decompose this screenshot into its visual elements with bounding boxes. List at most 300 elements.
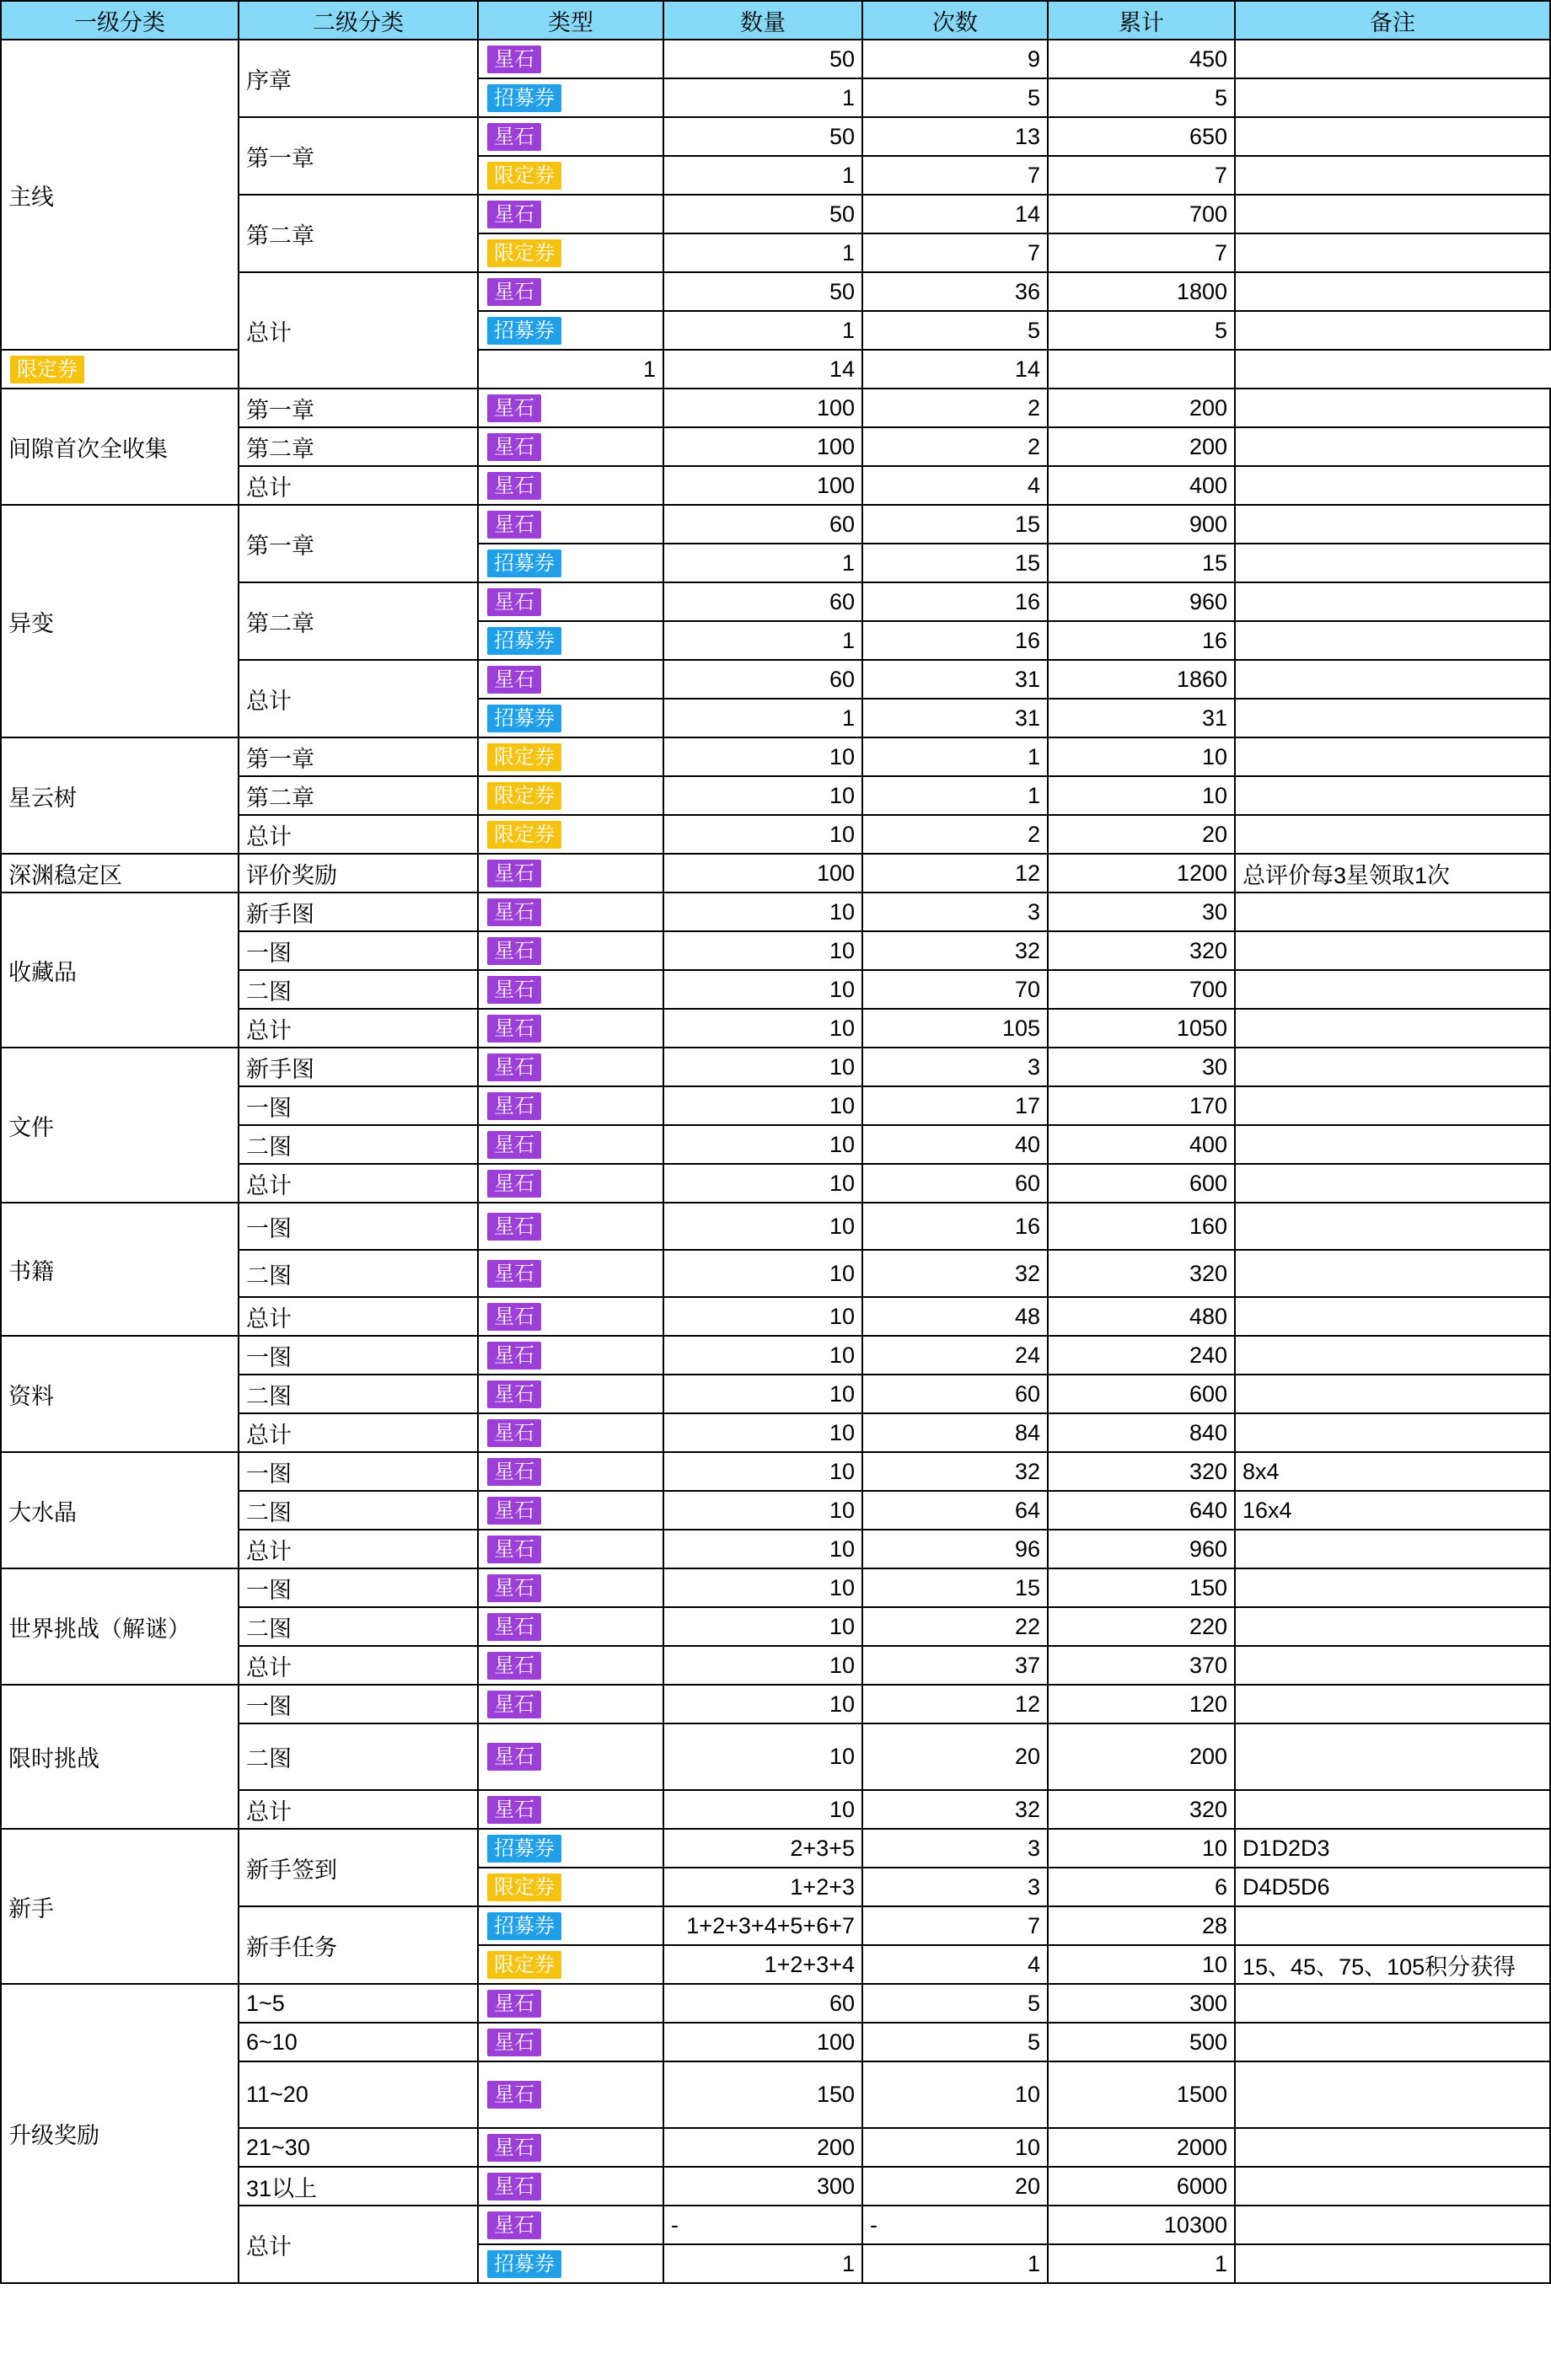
- quantity-cell: 10: [663, 1048, 862, 1086]
- type-cell: [478, 1491, 663, 1530]
- quantity-cell: 10: [663, 1452, 862, 1491]
- table-row: [1, 1336, 1550, 1375]
- currency-type-tag: 星石: [487, 1015, 541, 1043]
- quantity-cell: 100: [663, 2023, 862, 2061]
- quantity-cell: 10: [663, 1607, 862, 1646]
- note-cell: [1235, 1906, 1550, 1945]
- currency-type-tag: 招募券: [487, 84, 561, 112]
- secondary-category-cell: 序章: [239, 40, 478, 117]
- total-cell: 2000: [1048, 2128, 1235, 2167]
- primary-category-cell: 新手: [1, 1829, 239, 1984]
- note-cell: 16x4: [1235, 1491, 1550, 1530]
- currency-type-tag: 限定券: [10, 356, 84, 383]
- table-row: [1, 1685, 1550, 1723]
- note-cell: D4D5D6: [1235, 1868, 1550, 1906]
- count-cell: 48: [862, 1297, 1048, 1336]
- total-cell: 10: [1048, 1945, 1235, 1984]
- count-cell: 32: [862, 1250, 1048, 1297]
- count-cell: 60: [862, 1164, 1048, 1203]
- quantity-cell: 10: [663, 931, 862, 970]
- count-cell: 96: [862, 1530, 1048, 1568]
- total-cell: 10: [1048, 776, 1235, 815]
- header-count: 次数: [862, 1, 1048, 40]
- quantity-cell: 10: [663, 1790, 862, 1829]
- header-note: 备注: [1235, 1, 1550, 40]
- quantity-cell: 2+3+5: [663, 1829, 862, 1868]
- count-cell: 7: [862, 1906, 1048, 1945]
- type-cell: [478, 1723, 663, 1790]
- currency-type-tag: 星石: [487, 1990, 541, 2018]
- quantity-cell: 50: [663, 272, 862, 311]
- count-cell: 70: [862, 970, 1048, 1009]
- quantity-cell: 200: [663, 2128, 862, 2167]
- currency-type-tag: 限定券: [487, 239, 561, 267]
- count-cell: 7: [862, 233, 1048, 272]
- table-row: [1, 1048, 1550, 1086]
- secondary-category-cell: 总计: [239, 1164, 478, 1203]
- quantity-cell: 10: [663, 776, 862, 815]
- total-cell: 1: [1048, 2244, 1235, 2283]
- type-cell: [478, 40, 663, 78]
- note-cell: [1235, 2244, 1550, 2283]
- count-cell: 5: [862, 311, 1048, 350]
- count-cell: 17: [862, 1086, 1048, 1125]
- total-cell: 200: [1048, 389, 1235, 427]
- secondary-category-cell: 31以上: [239, 2167, 478, 2206]
- quantity-cell: 1: [478, 350, 663, 389]
- type-cell: [478, 815, 663, 854]
- currency-type-tag: 星石: [487, 1053, 541, 1081]
- quantity-cell: 60: [663, 505, 862, 544]
- total-cell: 200: [1048, 427, 1235, 466]
- type-cell: [478, 2023, 663, 2061]
- note-cell: [1235, 1568, 1550, 1607]
- total-cell: 500: [1048, 2023, 1235, 2061]
- header-type: 类型: [478, 1, 663, 40]
- total-cell: 480: [1048, 1297, 1235, 1336]
- note-cell: [1235, 1685, 1550, 1723]
- total-cell: 220: [1048, 1607, 1235, 1646]
- quantity-cell: 10: [663, 1203, 862, 1250]
- total-cell: 640: [1048, 1491, 1235, 1530]
- secondary-category-cell: 二图: [239, 970, 478, 1009]
- total-cell: 240: [1048, 1336, 1235, 1375]
- total-cell: 120: [1048, 1685, 1235, 1723]
- currency-type-tag: 招募券: [487, 549, 561, 577]
- total-cell: 400: [1048, 466, 1235, 505]
- secondary-category-cell: 总计: [239, 660, 478, 737]
- type-cell: [478, 1009, 663, 1048]
- count-cell: 5: [862, 1984, 1048, 2023]
- count-cell: 4: [862, 1945, 1048, 1984]
- total-cell: 5: [1048, 311, 1235, 350]
- note-cell: [1235, 1203, 1550, 1250]
- total-cell: 10: [1048, 1829, 1235, 1868]
- currency-type-tag: 星石: [487, 588, 541, 616]
- primary-category-cell: 大水晶: [1, 1452, 239, 1568]
- currency-type-tag: 限定券: [487, 162, 561, 190]
- quantity-cell: 10: [663, 1125, 862, 1164]
- type-cell: [478, 1048, 663, 1086]
- currency-type-tag: 星石: [487, 860, 541, 887]
- note-cell: [1235, 117, 1550, 156]
- note-cell: [1235, 1375, 1550, 1413]
- quantity-cell: 10: [663, 1297, 862, 1336]
- table-row: [1, 1829, 1550, 1868]
- count-cell: 16: [862, 621, 1048, 660]
- currency-type-tag: 星石: [487, 1574, 541, 1602]
- secondary-category-cell: 一图: [239, 1086, 478, 1125]
- secondary-category-cell: 二图: [239, 1491, 478, 1530]
- secondary-category-cell: 总计: [239, 1297, 478, 1336]
- currency-type-tag: 星石: [487, 1260, 541, 1288]
- type-cell: [478, 931, 663, 970]
- quantity-cell: 1: [663, 311, 862, 350]
- secondary-category-cell: 第二章: [239, 195, 478, 272]
- currency-type-tag: 星石: [487, 1303, 541, 1331]
- quantity-cell: 1: [663, 78, 862, 117]
- table-row: [1, 505, 1550, 544]
- type-cell: [478, 1203, 663, 1250]
- total-cell: 6000: [1048, 2167, 1235, 2206]
- quantity-cell: 10: [663, 970, 862, 1009]
- table-row: [1, 737, 1550, 776]
- secondary-category-cell: 评价奖励: [239, 854, 478, 892]
- primary-category-cell: 书籍: [1, 1203, 239, 1336]
- note-cell: 8x4: [1235, 1452, 1550, 1491]
- quantity-cell: 60: [663, 1984, 862, 2023]
- total-cell: 450: [1048, 40, 1235, 78]
- table-row: [1, 389, 1550, 427]
- total-cell: 320: [1048, 1452, 1235, 1491]
- secondary-category-cell: 总计: [239, 1790, 478, 1829]
- type-cell: [478, 389, 663, 427]
- total-cell: 1860: [1048, 660, 1235, 699]
- count-cell: 40: [862, 1125, 1048, 1164]
- currency-type-tag: 星石: [487, 1796, 541, 1824]
- currency-type-tag: 星石: [487, 1691, 541, 1718]
- note-cell: [1235, 931, 1550, 970]
- type-cell: [478, 1868, 663, 1906]
- quantity-cell: 10: [663, 892, 862, 931]
- quantity-cell: -: [663, 2206, 862, 2244]
- secondary-category-cell: 二图: [239, 1125, 478, 1164]
- type-cell: [478, 582, 663, 621]
- quantity-cell: 10: [663, 1009, 862, 1048]
- count-cell: 2: [862, 389, 1048, 427]
- quantity-cell: 1: [663, 233, 862, 272]
- type-cell: [478, 1086, 663, 1125]
- note-cell: [1235, 970, 1550, 1009]
- quantity-cell: 10: [663, 737, 862, 776]
- type-cell: [478, 1375, 663, 1413]
- currency-type-tag: 星石: [487, 937, 541, 965]
- total-cell: 7: [1048, 156, 1235, 195]
- note-cell: [1235, 233, 1550, 272]
- currency-type-tag: 星石: [487, 1170, 541, 1198]
- table-row: [1, 1984, 1550, 2023]
- primary-category-cell: 深渊稳定区: [1, 854, 239, 892]
- note-cell: [1235, 699, 1550, 737]
- total-cell: 900: [1048, 505, 1235, 544]
- type-cell: [478, 1646, 663, 1685]
- secondary-category-cell: 第二章: [239, 776, 478, 815]
- note-cell: [1235, 544, 1550, 582]
- quantity-cell: 10: [663, 1646, 862, 1685]
- type-cell: [478, 1945, 663, 1984]
- currency-type-tag: 星石: [487, 1458, 541, 1486]
- secondary-category-cell: 第一章: [239, 389, 478, 427]
- count-cell: 7: [862, 156, 1048, 195]
- secondary-category-cell: 一图: [239, 1203, 478, 1250]
- type-cell: [478, 737, 663, 776]
- table-row: [1, 1203, 1550, 1250]
- secondary-category-cell: 总计: [239, 1530, 478, 1568]
- secondary-category-cell: 总计: [239, 1646, 478, 1685]
- secondary-category-cell: 第一章: [239, 505, 478, 582]
- count-cell: 84: [862, 1413, 1048, 1452]
- secondary-category-cell: 二图: [239, 1607, 478, 1646]
- quantity-cell: 60: [663, 582, 862, 621]
- quantity-cell: 300: [663, 2167, 862, 2206]
- primary-category-cell: 世界挑战（解谜）: [1, 1568, 239, 1685]
- currency-type-tag: 星石: [487, 1092, 541, 1120]
- total-cell: 16: [1048, 621, 1235, 660]
- quantity-cell: 1+2+3+4+5+6+7: [663, 1906, 862, 1945]
- count-cell: 3: [862, 892, 1048, 931]
- currency-type-tag: 星石: [487, 394, 541, 422]
- count-cell: 5: [862, 78, 1048, 117]
- note-cell: [1235, 2061, 1550, 2128]
- secondary-category-cell: 总计: [239, 1413, 478, 1452]
- total-cell: 20: [1048, 815, 1235, 854]
- count-cell: 1: [862, 737, 1048, 776]
- note-cell: [1048, 350, 1235, 389]
- note-cell: 总评价每3星领取1次: [1235, 854, 1550, 892]
- secondary-category-cell: 第二章: [239, 582, 478, 660]
- currency-type-tag: 星石: [487, 898, 541, 926]
- total-cell: 1200: [1048, 854, 1235, 892]
- count-cell: 13: [862, 117, 1048, 156]
- quantity-cell: 1: [663, 156, 862, 195]
- currency-type-tag: 星石: [487, 1652, 541, 1680]
- note-cell: [1235, 1250, 1550, 1297]
- currency-type-tag: 星石: [487, 1213, 541, 1241]
- primary-category-cell: 文件: [1, 1048, 239, 1203]
- table-row: [1, 350, 1550, 389]
- note-cell: [1235, 621, 1550, 660]
- note-cell: [1235, 1790, 1550, 1829]
- currency-type-tag: 限定券: [487, 1873, 561, 1901]
- total-cell: 150: [1048, 1568, 1235, 1607]
- quantity-cell: 10: [663, 815, 862, 854]
- quantity-cell: 10: [663, 1685, 862, 1723]
- type-cell: [478, 233, 663, 272]
- primary-category-cell: 主线: [1, 40, 239, 350]
- count-cell: 12: [862, 1685, 1048, 1723]
- type-cell: [478, 2244, 663, 2283]
- currency-type-tag: 星石: [487, 1536, 541, 1563]
- note-cell: [1235, 2023, 1550, 2061]
- total-cell: 700: [1048, 970, 1235, 1009]
- primary-category-cell: 星云树: [1, 737, 239, 854]
- currency-type-tag: 星石: [487, 1419, 541, 1447]
- secondary-category-cell: 二图: [239, 1375, 478, 1413]
- secondary-category-cell: 二图: [239, 1723, 478, 1790]
- table-row: [1, 40, 1550, 78]
- currency-type-tag: 星石: [487, 1497, 541, 1525]
- currency-type-tag: 招募券: [487, 2250, 561, 2278]
- secondary-category-cell: 一图: [239, 1336, 478, 1375]
- type-cell: [478, 892, 663, 931]
- note-cell: [1235, 1009, 1550, 1048]
- quantity-cell: 10: [663, 1568, 862, 1607]
- type-cell: [478, 1906, 663, 1945]
- type-cell: [478, 1829, 663, 1868]
- type-cell: [478, 466, 663, 505]
- count-cell: 16: [862, 1203, 1048, 1250]
- total-cell: 320: [1048, 1790, 1235, 1829]
- total-cell: 31: [1048, 699, 1235, 737]
- count-cell: 9: [862, 40, 1048, 78]
- note-cell: [1235, 1048, 1550, 1086]
- count-cell: 1: [862, 776, 1048, 815]
- quantity-cell: 100: [663, 466, 862, 505]
- type-cell: [478, 156, 663, 195]
- type-cell: [478, 1685, 663, 1723]
- total-cell: 700: [1048, 195, 1235, 233]
- type-cell: [478, 1250, 663, 1297]
- type-cell: [478, 2061, 663, 2128]
- currency-type-tag: 限定券: [487, 821, 561, 849]
- total-cell: 160: [1048, 1203, 1235, 1250]
- secondary-category-cell: 总计: [239, 1009, 478, 1048]
- count-cell: 3: [862, 1048, 1048, 1086]
- currency-type-tag: 星石: [487, 666, 541, 694]
- count-cell: 10: [862, 2061, 1048, 2128]
- quantity-cell: 10: [663, 1530, 862, 1568]
- type-cell: [478, 544, 663, 582]
- count-cell: 15: [862, 544, 1048, 582]
- table-row: [1, 854, 1550, 892]
- type-cell: [478, 1164, 663, 1203]
- count-cell: 2: [862, 427, 1048, 466]
- count-cell: 31: [862, 660, 1048, 699]
- type-cell: [478, 2128, 663, 2167]
- note-cell: [1235, 1646, 1550, 1685]
- quantity-cell: 1+2+3+4: [663, 1945, 862, 1984]
- type-cell: [478, 505, 663, 544]
- secondary-category-cell: 第二章: [239, 427, 478, 466]
- count-cell: 36: [862, 272, 1048, 311]
- note-cell: [1235, 582, 1550, 621]
- currency-type-tag: 星石: [487, 1131, 541, 1159]
- total-cell: 7: [1048, 233, 1235, 272]
- total-cell: 200: [1048, 1723, 1235, 1790]
- note-cell: [1235, 1125, 1550, 1164]
- total-cell: 6: [1048, 1868, 1235, 1906]
- note-cell: [1235, 2206, 1550, 2244]
- total-cell: 14: [862, 350, 1048, 389]
- currency-type-tag: 星石: [487, 2029, 541, 2056]
- type-cell: [478, 311, 663, 350]
- count-cell: 10: [862, 2128, 1048, 2167]
- quantity-cell: 100: [663, 427, 862, 466]
- total-cell: 30: [1048, 892, 1235, 931]
- count-cell: 32: [862, 1452, 1048, 1491]
- count-cell: 4: [862, 466, 1048, 505]
- note-cell: [1235, 1984, 1550, 2023]
- quantity-cell: 50: [663, 195, 862, 233]
- secondary-category-cell: 总计: [239, 2206, 478, 2283]
- total-cell: 600: [1048, 1375, 1235, 1413]
- secondary-category-cell: 新手签到: [239, 1829, 478, 1906]
- count-cell: 12: [862, 854, 1048, 892]
- secondary-category-cell: 21~30: [239, 2128, 478, 2167]
- total-cell: 650: [1048, 117, 1235, 156]
- primary-category-cell: 升级奖励: [1, 1984, 239, 2283]
- currency-type-tag: 星石: [487, 123, 541, 151]
- currency-type-tag: 限定券: [487, 743, 561, 771]
- header-quantity: 数量: [663, 1, 862, 40]
- total-cell: 170: [1048, 1086, 1235, 1125]
- count-cell: 5: [862, 2023, 1048, 2061]
- type-cell: [478, 117, 663, 156]
- count-cell: 24: [862, 1336, 1048, 1375]
- quantity-cell: 10: [663, 1164, 862, 1203]
- currency-type-tag: 星石: [487, 1613, 541, 1641]
- currency-type-tag: 星石: [487, 278, 541, 306]
- currency-type-tag: 星石: [487, 2173, 541, 2200]
- count-cell: 60: [862, 1375, 1048, 1413]
- note-cell: 15、45、75、105积分获得: [1235, 1945, 1550, 1984]
- type-cell: [478, 776, 663, 815]
- secondary-category-cell: 总计: [239, 815, 478, 854]
- currency-type-tag: 星石: [487, 2211, 541, 2239]
- secondary-category-cell: 11~20: [239, 2061, 478, 2128]
- note-cell: [1235, 892, 1550, 931]
- currency-type-tag: 星石: [487, 46, 541, 73]
- type-cell: [478, 1790, 663, 1829]
- secondary-category-cell: 1~5: [239, 1984, 478, 2023]
- primary-category-cell: 资料: [1, 1336, 239, 1452]
- type-cell: [478, 1452, 663, 1491]
- note-cell: [1235, 1297, 1550, 1336]
- quantity-cell: 1: [663, 544, 862, 582]
- type-cell: [478, 660, 663, 699]
- quantity-cell: 50: [663, 117, 862, 156]
- secondary-category-cell: 新手任务: [239, 1906, 478, 1984]
- secondary-category-cell: 新手图: [239, 892, 478, 931]
- currency-type-tag: 星石: [487, 2134, 541, 2162]
- count-cell: 14: [663, 350, 862, 389]
- note-cell: [1235, 505, 1550, 544]
- total-cell: 300: [1048, 1984, 1235, 2023]
- secondary-category-cell: 第一章: [239, 737, 478, 776]
- count-cell: 20: [862, 2167, 1048, 2206]
- secondary-category-cell: 新手图: [239, 1048, 478, 1086]
- note-cell: [1235, 78, 1550, 117]
- quantity-cell: 150: [663, 2061, 862, 2128]
- note-cell: [1235, 195, 1550, 233]
- header-cat2: 二级分类: [239, 1, 478, 40]
- quantity-cell: 10: [663, 1413, 862, 1452]
- type-cell: [478, 195, 663, 233]
- note-cell: D1D2D3: [1235, 1829, 1550, 1868]
- note-cell: [1235, 660, 1550, 699]
- total-cell: 600: [1048, 1164, 1235, 1203]
- secondary-category-cell: 一图: [239, 1685, 478, 1723]
